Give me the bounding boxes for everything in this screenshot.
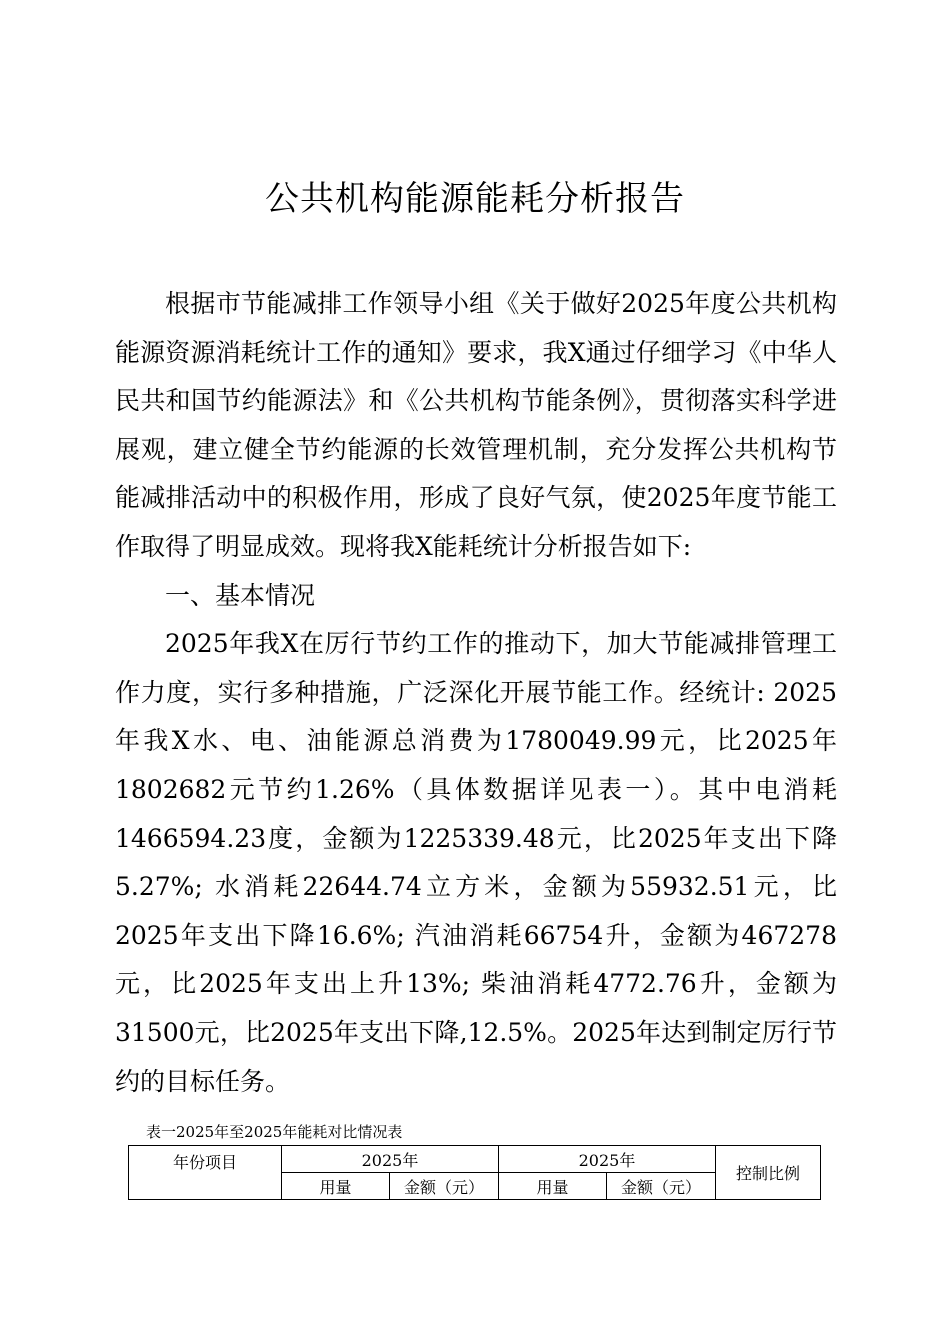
usage-header-1: 用量 (282, 1173, 390, 1200)
intro-paragraph: 根据市节能减排工作领导小组《关于做好2025年度公共机构能源资源消耗统计工作的通知》要求，我X通过仔细学习《中华人民共和国节约能源法》和《公共机构节能条例》，贯彻落实科学进展观，建立健全节约能源的长效管理机制，充分发挥公共机构节能减排活动中的积极作用，形成了良好气氛，使2025年度节能工作取得了明显成效。现将我X能耗统计分析报告如下: (115, 289, 837, 561)
usage-header-2: 用量 (499, 1173, 607, 1200)
table-caption: 表一2025年至2025年能耗对比情况表 (146, 1123, 403, 1141)
section-heading: 一、基本情况 (165, 580, 316, 610)
basic-situation-paragraph: 2025年我X在厉行节约工作的推动下，加大节能减排管理工作力度，实行多种措施，广泛深化开展节能工作。经统计: 2025年我X水、电、油能源总消费为1780049.99元，比2025年1802682元节约1.26%（具体数据详见表一）。其中电消耗1466594.23度，金额为1225339.48元，比2025年支出下降5.27%; 水消耗22644.74立方米，金额为55932.51元，比2025年支出下降16.6%; 汽油消耗66754升，金额为467278元，比2025年支出上升13%; 柴油消耗4772.76升，金额为31500元，比2025年支出下降,12.5%。2025年达到制定厉行节约的目标任务。 (115, 629, 837, 1096)
ratio-header: 控制比例 (716, 1146, 821, 1200)
report-body (115, 280, 837, 1106)
page-title: 公共机构能源能耗分析报告 (265, 179, 685, 219)
year-header-2: 2025年 (499, 1146, 716, 1173)
year-header-1: 2025年 (282, 1146, 499, 1173)
table-header-row (129, 1146, 821, 1173)
corner-header: 年份项目 (129, 1146, 282, 1200)
amount-header-1: 金额（元） (390, 1173, 499, 1200)
amount-header-2: 金额（元） (607, 1173, 716, 1200)
comparison-table (128, 1145, 821, 1200)
